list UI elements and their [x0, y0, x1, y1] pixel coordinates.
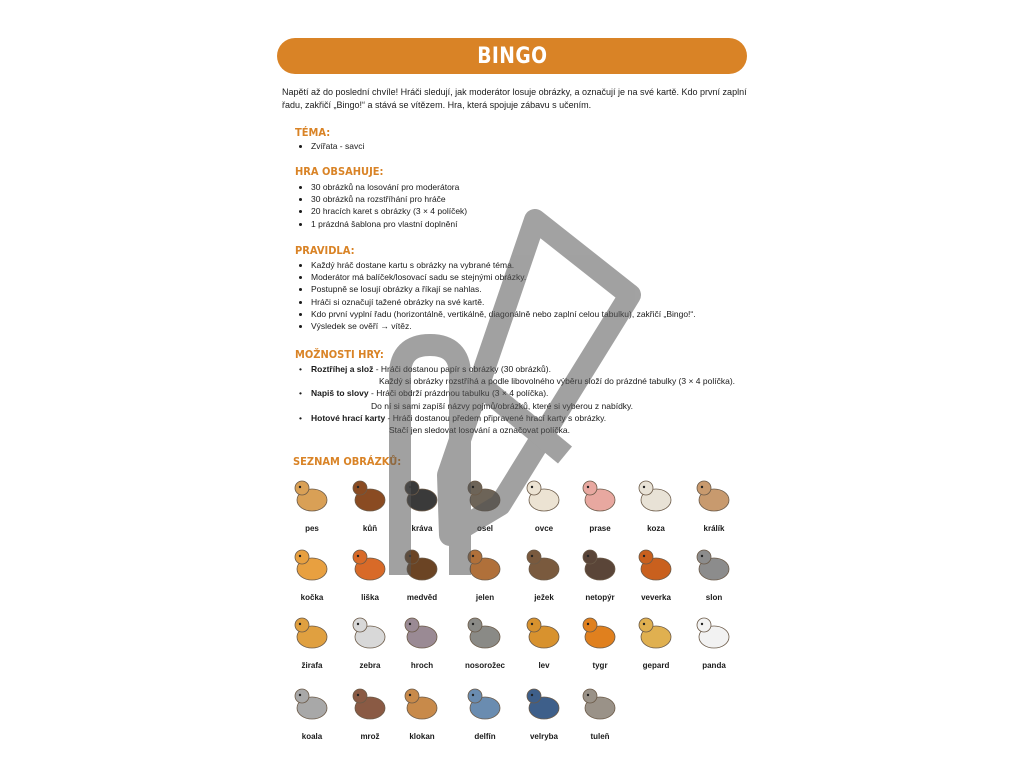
animal-label: pes — [305, 524, 319, 533]
animal-label: velryba — [529, 732, 559, 741]
animal-label: kráva — [411, 524, 433, 533]
squirrel-icon — [634, 543, 678, 587]
moznosti-heading: MOŽNOSTI HRY: — [295, 348, 384, 361]
animal-label: panda — [702, 661, 726, 670]
animal-card-15 — [684, 543, 744, 607]
animal-label: medvěd — [406, 593, 438, 602]
hippo-icon — [400, 611, 444, 655]
bear-icon — [400, 543, 444, 587]
list-item: • Každý hráč dostane kartu s obrázky na vybrané téma. — [311, 259, 696, 271]
animal-label: mrož — [360, 732, 380, 741]
list-item-continuation: Do ní si sami zapíší názvy pojmů/obrázků, které si vyberou z nabídky. — [371, 400, 634, 411]
hedgehog-icon — [522, 543, 566, 587]
animal-card-10 — [392, 543, 452, 607]
animal-label: koala — [301, 732, 323, 741]
animal-label: hroch — [410, 661, 434, 670]
pravidla-list — [295, 259, 696, 332]
list-item-continuation: Stačí jen sledovat losování a označovat políčka. — [389, 425, 570, 436]
cat-icon — [290, 543, 334, 587]
animal-label: slon — [705, 593, 723, 602]
zebra-icon — [348, 611, 392, 655]
rabbit-icon — [692, 474, 736, 518]
animal-label: klokan — [409, 732, 435, 741]
horse-icon — [348, 474, 392, 518]
deer-icon — [463, 543, 507, 587]
animal-card-2 — [392, 474, 452, 538]
moznosti-list — [295, 363, 735, 436]
goat-icon — [634, 474, 678, 518]
animal-label: veverka — [641, 593, 671, 602]
whale-icon — [522, 682, 566, 726]
page-title: BINGO — [476, 43, 548, 69]
walrus-icon — [348, 682, 392, 726]
animal-label: zebra — [359, 661, 381, 670]
seznam-heading: SEZNAM OBRÁZKŮ: — [293, 455, 402, 468]
animal-label: tuleň — [590, 732, 610, 741]
list-item: • Roztříhej a slož - Hráči dostanou papír s obrázky (30 obrázků). — [299, 364, 551, 374]
list-item: • Postupně se losují obrázky a říkají se nahlas. — [311, 283, 696, 295]
animal-label: liška — [361, 593, 379, 602]
title-banner — [277, 38, 747, 74]
tema-heading: TÉMA: — [295, 126, 331, 139]
dolphin-icon — [463, 682, 507, 726]
animal-label: gepard — [642, 661, 670, 670]
panda-icon — [692, 611, 736, 655]
animal-card-18 — [392, 611, 452, 675]
animal-label: králík — [703, 524, 725, 533]
intro-text: Napětí až do poslední chvíle! Hráči sledují, jak moderátor losuje obrázky, a označují je na své kartě. Kdo první zaplní řadu, zakřičí „Bingo!“ a stává se vítězem. Hra, která spojuje zábavu s učením. — [282, 87, 747, 110]
koala-icon — [290, 682, 334, 726]
giraffe-icon — [290, 611, 334, 655]
lion-icon — [522, 611, 566, 655]
animal-card-23 — [684, 611, 744, 675]
animal-label: nosorožec — [464, 661, 505, 670]
list-item: • Zvířata - savci — [311, 140, 364, 152]
list-item: • Moderátor má balíček/losovací sadu se stejnými obrázky. — [311, 271, 696, 283]
seal-icon — [578, 682, 622, 726]
elephant-icon — [692, 543, 736, 587]
animal-label: koza — [647, 524, 665, 533]
tiger-icon — [578, 611, 622, 655]
animal-label: žirafa — [301, 661, 323, 670]
tema-list — [295, 140, 364, 152]
donkey-icon — [463, 474, 507, 518]
animal-card-26 — [392, 682, 452, 746]
animal-label: prase — [589, 524, 611, 533]
pravidla-heading: PRAVIDLA: — [295, 244, 355, 257]
animal-label: jelen — [475, 593, 495, 602]
bat-icon — [578, 543, 622, 587]
list-item: • Napiš to slovy - Hráči obdrží prázdnou tabulku (3 × 4 políčka). — [299, 388, 549, 399]
list-item: • 1 prázdná šablona pro vlastní doplnění — [311, 218, 467, 230]
fox-icon — [348, 543, 392, 587]
animal-label: tygr — [592, 661, 608, 670]
animal-label: kůň — [362, 524, 378, 533]
list-item: • Výsledek se ověří → vítěz. — [311, 320, 696, 332]
list-item: • 30 obrázků na rozstříhání pro hráče — [311, 193, 467, 205]
list-item-continuation: Každý si obrázky rozstříhá a podle libovolného výběru složí do prázdné tabulky (3 × 4 políčka). — [379, 376, 736, 387]
dog-icon — [290, 474, 334, 518]
sheep-icon — [522, 474, 566, 518]
obsah-heading: HRA OBSAHUJE: — [295, 165, 384, 178]
animal-card-7 — [684, 474, 744, 538]
list-item: • 20 hracích karet s obrázky (3 × 4 políček) — [311, 205, 467, 217]
animal-label: netopýr — [585, 593, 615, 602]
list-item: • Kdo první vyplní řadu (horizontálně, vertikálně, diagonálně nebo zaplní celou tabulku), zakřičí „Bingo!“. — [311, 308, 696, 320]
animal-label: delfín — [474, 732, 496, 741]
cow-icon — [400, 474, 444, 518]
cheetah-icon — [634, 611, 678, 655]
list-item: • 30 obrázků na losování pro moderátora — [311, 181, 467, 193]
pig-icon — [578, 474, 622, 518]
rhino-icon — [463, 611, 507, 655]
kangaroo-icon — [400, 682, 444, 726]
animal-label: lev — [538, 661, 550, 670]
animal-label: kočka — [300, 593, 324, 602]
animal-label: osel — [476, 524, 493, 533]
animal-label: ježek — [534, 593, 554, 602]
obsah-list — [295, 181, 467, 230]
list-item: • Hráči si označují tažené obrázky na své kartě. — [311, 296, 696, 308]
list-item: • Hotové hrací karty - Hráči dostanou předem připravené hrací karty s obrázky. — [299, 412, 607, 423]
animal-label: ovce — [534, 524, 554, 533]
animal-card-29 — [570, 682, 630, 746]
